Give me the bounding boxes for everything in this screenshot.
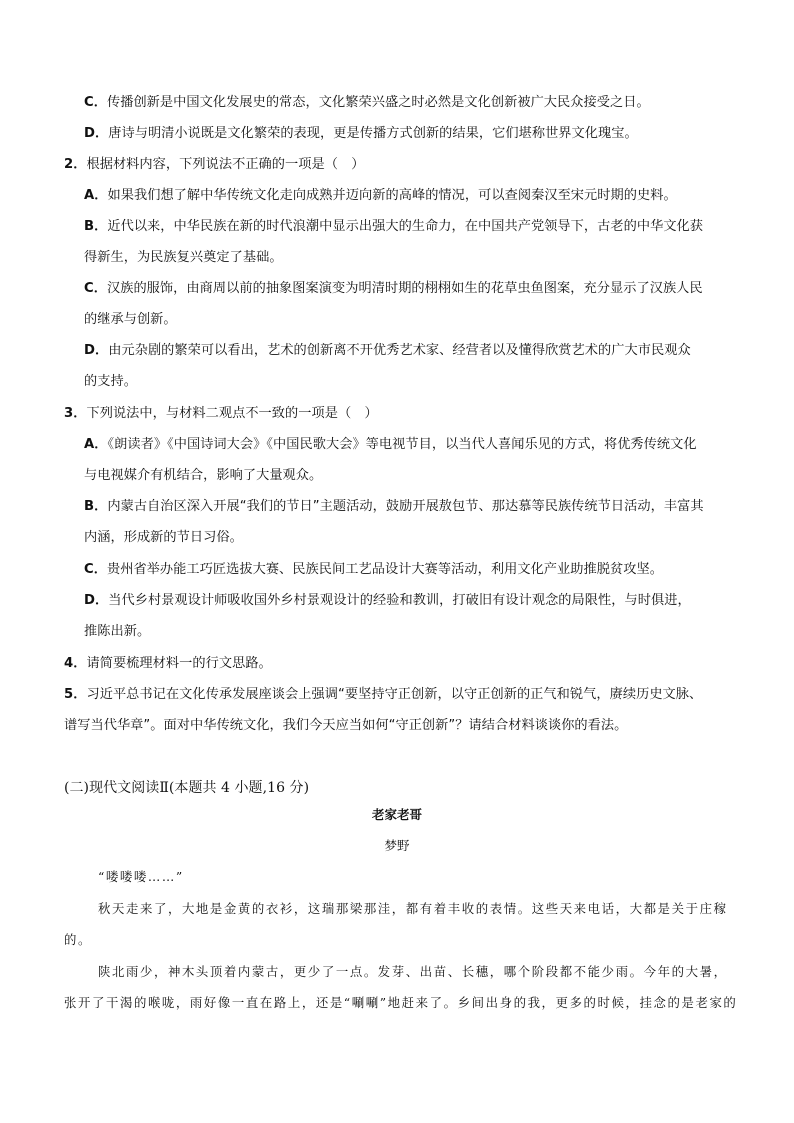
q3-stem — [64, 404, 378, 424]
option-label: C． — [84, 281, 107, 296]
q2-option-d — [84, 341, 691, 361]
q2-option-c — [84, 279, 703, 299]
option-text: 贵州省举办能工巧匠选拔大赛、民族民间工艺品设计大赛等活动，利用文化产业助推脱贫攻坚。 — [106, 562, 663, 577]
question-number: 2． — [64, 157, 87, 172]
story-paragraph-3-cont: 张开了干渴的喉咙，雨好像一直在路上，还是“唰唰”地赶来了。乡间出身的我，更多的时候，挂念的是老家的 — [64, 995, 738, 1010]
option-label: C． — [84, 95, 107, 110]
story-author: 梦野 — [384, 838, 410, 853]
question-number: 3． — [64, 406, 87, 421]
option-text: 当代乡村景观设计师吸收国外乡村景观设计的经验和教训，打破旧有设计观念的局限性，与时俱进， — [108, 593, 691, 608]
q3-option-b-cont: 内涵，形成新的节日习俗。 — [84, 530, 243, 545]
story-paragraph-1: “喽喽喽……” — [98, 869, 184, 884]
q4 — [64, 654, 272, 674]
option-text: 传播创新是中国文化发展史的常态，文化繁荣兴盛之时必然是文化创新被广大民众接受之日。 — [106, 95, 650, 110]
question-number: 4． — [64, 656, 87, 671]
q1-option-d — [84, 124, 638, 144]
question-text: 下列说法中，与材料二观点不一致的一项是（ ） — [86, 406, 378, 421]
option-label: D． — [84, 593, 109, 608]
option-label: B． — [84, 219, 108, 234]
option-text: 唐诗与明清小说既是文化繁荣的表现，更是传播方式创新的结果，它们堪称世界文化瑰宝。 — [108, 126, 638, 141]
q3-option-a-cont: 与电视媒介有机结合，影响了大量观众。 — [84, 468, 323, 483]
option-text: 由元杂剧的繁荣可以看出，艺术的创新离不开优秀艺术家、经营者以及懂得欣赏艺术的广大市民观众 — [108, 343, 691, 358]
q2-option-b-cont: 得新生，为民族复兴奠定了基础。 — [84, 250, 283, 265]
q1-option-c — [84, 93, 650, 113]
option-label: B． — [84, 499, 108, 514]
q3-option-d-cont: 推陈出新。 — [84, 624, 151, 639]
story-paragraph-2: 秋天走来了，大地是金黄的衣衫，这瑞那梁那洼，都有着丰收的表情。这些天来电话，大都是关于庄稼 — [98, 901, 728, 916]
q2-option-a — [84, 186, 677, 206]
q2-option-c-cont: 的继承与创新。 — [84, 312, 177, 327]
q3-option-c — [84, 560, 663, 580]
option-text: 汉族的服饰，由商周以前的抽象图案演变为明清时期的栩栩如生的花草虫鱼图案，充分显示了汉族人民 — [106, 281, 703, 296]
q3-option-b — [84, 497, 704, 517]
question-text: 根据材料内容，下列说法不正确的一项是（ ） — [86, 157, 365, 172]
q5 — [64, 685, 702, 705]
option-label: A． — [84, 188, 108, 203]
option-text: 内蒙古自治区深入开展“我们的节日”主题活动，鼓励开展敖包节、那达慕等民族传统节日活动，丰富其 — [107, 499, 704, 514]
q5-cont: 谱写当代华章”。面对中华传统文化，我们今天应当如何“守正创新”？请结合材料谈谈你的看法。 — [64, 718, 628, 733]
story-paragraph-2-cont: 的。 — [64, 932, 92, 947]
q2-stem — [64, 155, 364, 175]
q2-option-d-cont: 的支持。 — [84, 374, 137, 389]
option-label: D． — [84, 343, 109, 358]
section-heading: (二)现代文阅读Ⅱ(本题共 4 小题,16 分) — [64, 780, 310, 796]
option-text: 近代以来，中华民族在新的时代浪潮中显示出强大的生命力，在中国共产党领导下，古老的中华文化获 — [107, 219, 704, 234]
option-text: 如果我们想了解中华传统文化走向成熟并迈向新的高峰的情况，可以查阅秦汉至宋元时期的史料。 — [107, 188, 677, 203]
option-label: A． — [84, 437, 108, 452]
q3-option-d — [84, 591, 691, 611]
option-label: C． — [84, 562, 107, 577]
question-text: 习近平总书记在文化传承发展座谈会上强调“要坚持守正创新，以守正创新的正气和锐气，赓续历史文脉、 — [86, 687, 703, 702]
story-title: 老家老哥 — [371, 807, 423, 822]
question-text: 请简要梳理材料一的行文思路。 — [86, 656, 272, 671]
q3-option-a — [84, 435, 697, 455]
story-paragraph-3: 陕北雨少，神木头顶着内蒙古，更少了一点。发芽、出苗、长穗，哪个阶段都不能少雨。今年的大暑， — [98, 964, 728, 979]
question-number: 5． — [64, 687, 87, 702]
q2-option-b — [84, 217, 703, 237]
option-text: 《朗读者》《中国诗词大会》《中国民歌大会》等电视节目，以当代人喜闻乐见的方式，将优秀传统文化 — [107, 437, 697, 452]
option-label: D． — [84, 126, 109, 141]
